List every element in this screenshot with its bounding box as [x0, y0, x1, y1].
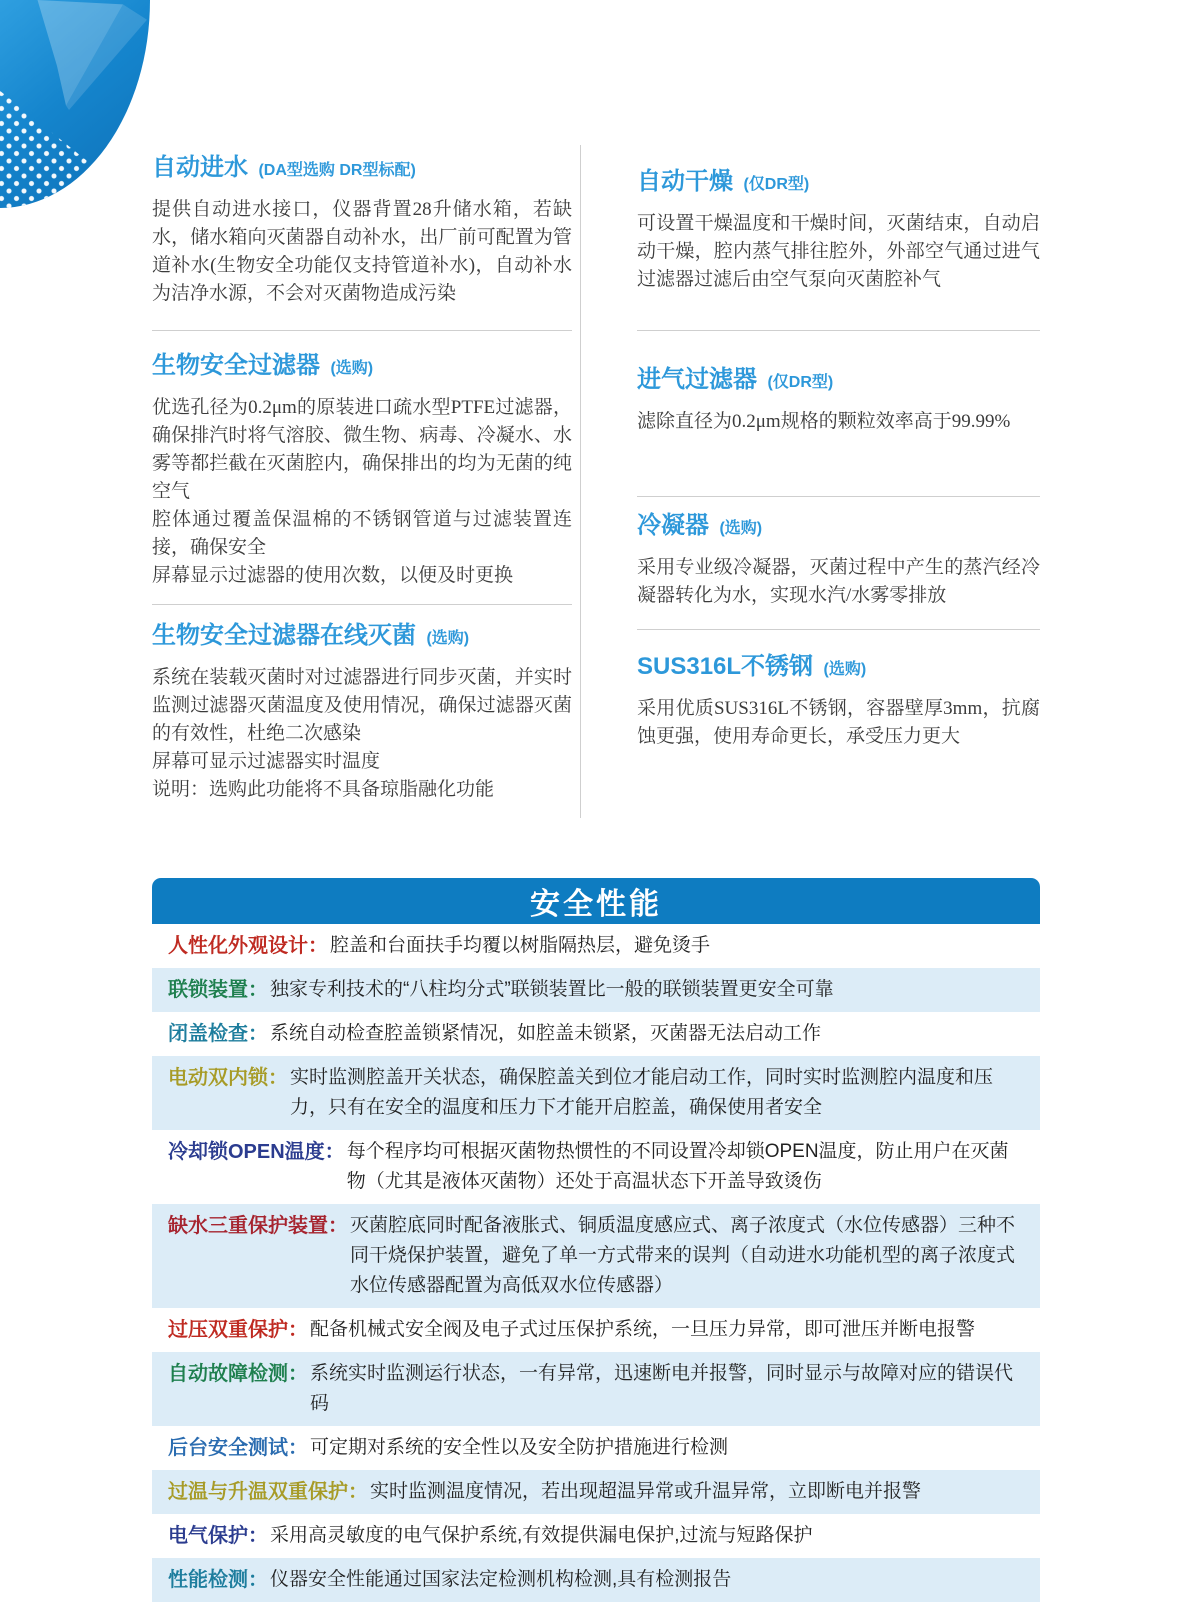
feature-title-tag: (DA型选购 DR型标配) [254, 162, 416, 179]
safety-row-label: 人性化外观设计： [168, 935, 328, 957]
safety-row-text: 独家专利技术的“八柱均分式”联锁装置比一般的联锁装置更安全可靠 [270, 979, 834, 1000]
feature-body [637, 695, 1040, 751]
safety-row-label: 电气保护： [168, 1525, 268, 1547]
feature-body [637, 210, 1040, 294]
safety-row-text: 系统自动检查腔盖锁紧情况，如腔盖未锁紧，灭菌器无法启动工作 [270, 1023, 822, 1044]
feature-body [152, 394, 572, 590]
feature-title [152, 351, 572, 384]
feature-title [637, 365, 1040, 398]
feature-paragraph: 采用优质SUS316L不锈钢，容器壁厚3mm，抗腐蚀更强，使用寿命更长，承受压力更大 [637, 698, 1040, 747]
feature-section [637, 630, 1040, 765]
feature-title-text: 进气过滤器 [637, 366, 757, 393]
feature-section [637, 497, 1040, 630]
feature-paragraph: 屏幕显示过滤器的使用次数，以便及时更换 [152, 565, 514, 586]
safety-row [152, 1204, 1040, 1308]
features-column-left [152, 145, 580, 818]
feature-body [637, 408, 1040, 436]
safety-row [152, 1308, 1040, 1352]
feature-body [152, 664, 572, 804]
feature-body [637, 554, 1040, 610]
feature-title-tag: (选购) [326, 360, 374, 377]
feature-paragraph: 屏幕可显示过滤器实时温度 [152, 751, 381, 772]
feature-title-text: 自动进水 [152, 154, 248, 181]
corner-decoration [0, 0, 150, 208]
safety-section-title: 安全性能 [530, 888, 662, 921]
feature-title-tag: (仅DR型) [739, 176, 810, 193]
safety-row-label: 冷却锁OPEN温度： [168, 1141, 345, 1163]
feature-title-text: 生物安全过滤器 [152, 352, 320, 379]
safety-row-text: 采用高灵敏度的电气保护系统,有效提供漏电保护,过流与短路保护 [270, 1525, 813, 1546]
safety-row [152, 1514, 1040, 1558]
feature-body [152, 196, 572, 308]
safety-row [152, 1352, 1040, 1426]
feature-paragraph: 提供自动进水接口，仪器背置28升储水箱，若缺水，储水箱向灭菌器自动补水，出厂前可配置为管道补水(生物安全功能仅支持管道补水)，自动补水为洁净水源，不会对灭菌物造成污染 [152, 199, 572, 304]
feature-title-tag: (选购) [715, 520, 763, 537]
feature-paragraph: 系统在装载灭菌时对过滤器进行同步灭菌，并实时监测过滤器灭菌温度及使用情况，确保过滤器灭菌的有效性，杜绝二次感染 [152, 667, 572, 744]
feature-paragraph: 采用专业级冷凝器，灭菌过程中产生的蒸汽经冷凝器转化为水，实现水汽/水雾零排放 [637, 557, 1040, 606]
feature-section [637, 331, 1040, 497]
safety-row-label: 缺水三重保护装置： [168, 1215, 348, 1237]
safety-row-text: 实时监测腔盖开关状态，确保腔盖关到位才能启动工作，同时实时监测腔内温度和压力，只有在安全的温度和压力下才能开启腔盖，确保使用者安全 [290, 1067, 994, 1118]
feature-title-text: 冷凝器 [637, 512, 709, 539]
feature-paragraph: 可设置干燥温度和干燥时间，灭菌结束，自动启动干燥，腔内蒸气排往腔外，外部空气通过进气过滤器过滤后由空气泵向灭菌腔补气 [637, 213, 1040, 290]
feature-title-text: 生物安全过滤器在线灭菌 [152, 622, 416, 649]
safety-row-text: 腔盖和台面扶手均覆以树脂隔热层，避免烫手 [330, 935, 711, 956]
feature-title-tag: (选购) [819, 661, 867, 678]
feature-paragraph: 优选孔径为0.2μm的原装进口疏水型PTFE过滤器，确保排汽时将气溶胶、微生物、病毒、冷凝水、水雾等都拦截在灭菌腔内，确保排出的均为无菌的纯空气 [152, 397, 572, 502]
safety-row-text: 配备机械式安全阀及电子式过压保护系统，一旦压力异常，即可泄压并断电报警 [310, 1319, 976, 1340]
safety-row [152, 1558, 1040, 1602]
feature-title-text: SUS316L不锈钢 [637, 653, 814, 680]
safety-row-text: 灭菌腔底同时配备液胀式、铜质温度感应式、离子浓度式（水位传感器）三种不同干烧保护装置，避免了单一方式带来的误判（自动进水功能机型的离子浓度式水位传感器配置为高低双水位传感器） [350, 1215, 1016, 1296]
feature-section [152, 605, 572, 818]
safety-row [152, 1426, 1040, 1470]
feature-title [152, 621, 572, 654]
safety-row-label: 过压双重保护： [168, 1319, 308, 1341]
feature-title-tag: (仅DR型) [763, 374, 834, 391]
feature-title [152, 153, 572, 186]
safety-row-text: 实时监测温度情况，若出现超温异常或升温异常，立即断电并报警 [370, 1481, 922, 1502]
safety-row [152, 1130, 1040, 1204]
feature-paragraph: 腔体通过覆盖保温棉的不锈钢管道与过滤装置连接，确保安全 [152, 509, 572, 558]
safety-section [152, 878, 1040, 1602]
safety-row-label: 自动故障检测： [168, 1363, 308, 1385]
safety-row-label: 闭盖检查： [168, 1023, 268, 1045]
feature-title-tag: (选购) [422, 630, 470, 647]
safety-row [152, 968, 1040, 1012]
safety-section-header [152, 878, 1040, 924]
safety-row [152, 1470, 1040, 1514]
feature-section [152, 331, 572, 605]
features-column-right [580, 145, 1040, 818]
feature-title [637, 167, 1040, 200]
feature-title-text: 自动干燥 [637, 168, 733, 195]
features-grid [152, 145, 1040, 818]
safety-row-text: 仪器安全性能通过国家法定检测机构检测,具有检测报告 [270, 1569, 732, 1590]
safety-row-label: 过温与升温双重保护： [168, 1481, 368, 1503]
safety-row-label: 性能检测： [168, 1569, 268, 1591]
safety-row [152, 924, 1040, 968]
safety-rows [152, 924, 1040, 1602]
feature-paragraph: 说明：选购此功能将不具备琼脂融化功能 [152, 779, 495, 800]
safety-row-label: 后台安全测试： [168, 1437, 308, 1459]
feature-section [637, 145, 1040, 331]
safety-row-text: 每个程序均可根据灭菌物热惯性的不同设置冷却锁OPEN温度，防止用户在灭菌物（尤其是液体灭菌物）还处于高温状态下开盖导致烫伤 [346, 1141, 1009, 1192]
feature-section [152, 145, 572, 331]
safety-row-label: 电动双内锁： [168, 1067, 288, 1089]
safety-row-label: 联锁装置： [168, 979, 268, 1001]
feature-title [637, 652, 1040, 685]
safety-row [152, 1012, 1040, 1056]
feature-paragraph: 滤除直径为0.2μm规格的颗粒效率高于99.99% [637, 411, 1011, 432]
dot-pattern [0, 86, 120, 208]
safety-row [152, 1056, 1040, 1130]
feature-title [637, 511, 1040, 544]
safety-row-text: 系统实时监测运行状态，一有异常，迅速断电并报警，同时显示与故障对应的错误代码 [310, 1363, 1014, 1414]
safety-row-text: 可定期对系统的安全性以及安全防护措施进行检测 [310, 1437, 729, 1458]
